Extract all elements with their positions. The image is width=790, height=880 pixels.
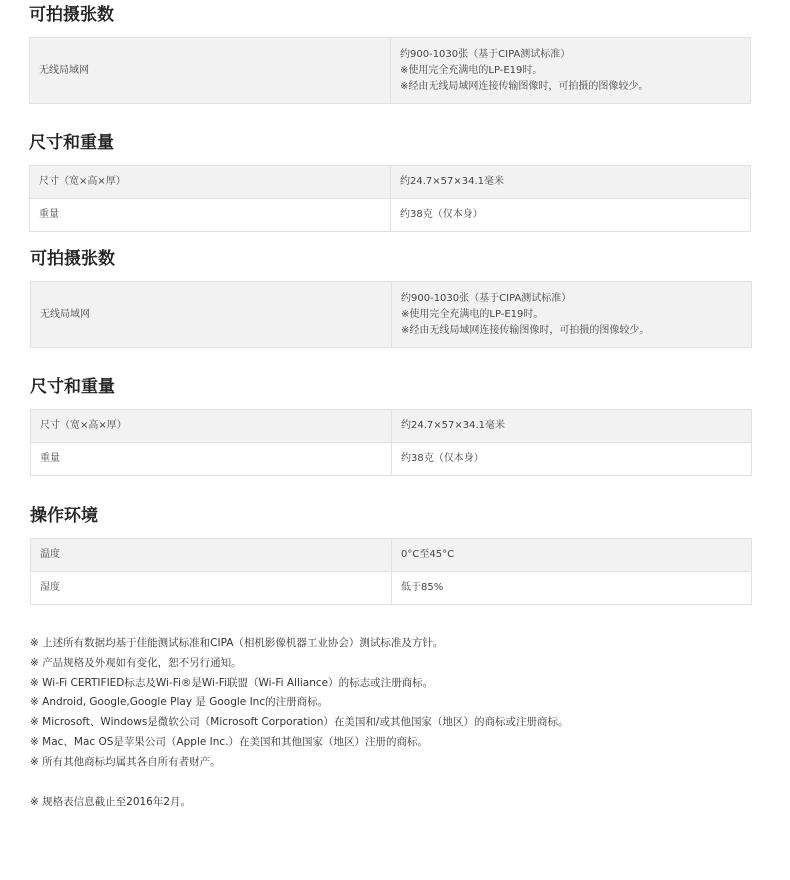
spec-table-shots <box>29 37 751 104</box>
table-row <box>30 38 751 104</box>
table-row <box>31 572 752 605</box>
note-line: ※ Wi-Fi CERTIFIED标志及Wi-Fi®是Wi-Fi联盟（Wi-Fi Alliance）的标志或注册商标。 <box>30 676 434 689</box>
spec-value-line: ※使用完全充满电的LP-E19时。 <box>401 308 544 320</box>
note-line: ※ 上述所有数据均基于佳能测试标准和CIPA（相机影像机器工业协会）测试标准及方针。 <box>30 637 444 649</box>
table-row <box>31 539 752 572</box>
table-row <box>30 166 751 199</box>
spec-table-size-weight <box>29 165 751 232</box>
spec-table-shots-2 <box>30 281 752 348</box>
table-row <box>31 282 752 348</box>
note-line: ※ 产品规格及外观如有变化，恕不另行通知。 <box>30 656 242 669</box>
spec-value: 约24.7×57×34.1毫米 <box>392 410 752 443</box>
footnote-date: ※ 规格表信息截止至2016年2月。 <box>30 795 192 808</box>
spec-value-line: ※经由无线局域网连接传输图像时，可拍摄的图像较少。 <box>401 324 650 336</box>
spec-value-line: ※使用完全充满电的LP-E19时。 <box>400 64 543 76</box>
section-title-environment: 操作环境 <box>30 506 98 526</box>
section-title-shots-2: 可拍摄张数 <box>30 249 115 269</box>
table-row <box>31 410 752 443</box>
note-line: ※ 所有其他商标均属其各自所有者财产。 <box>30 755 221 768</box>
spec-label: 重量 <box>31 443 392 476</box>
spec-value-line: 约900-1030张（基于CIPA测试标准） <box>400 48 571 60</box>
spec-value <box>392 282 752 348</box>
spec-table-size-weight-2 <box>30 409 752 476</box>
section-title-size-weight: 尺寸和重量 <box>29 133 114 153</box>
spec-label: 温度 <box>31 539 392 572</box>
spec-label: 无线局域网 <box>31 282 392 348</box>
spec-value: 约38克（仅本身） <box>391 199 751 232</box>
spec-value <box>391 38 751 104</box>
spec-value: 约38克（仅本身） <box>392 443 752 476</box>
table-row <box>30 199 751 232</box>
section-title-shots: 可拍摄张数 <box>29 5 114 25</box>
spec-label: 无线局域网 <box>30 38 391 104</box>
spec-value: 0°C至45°C <box>392 539 752 572</box>
spec-value: 低于85% <box>392 572 752 605</box>
section-title-size-weight-2: 尺寸和重量 <box>30 377 115 397</box>
table-row <box>31 443 752 476</box>
spec-label: 尺寸（宽×高×厚） <box>31 410 392 443</box>
spec-label: 尺寸（宽×高×厚） <box>30 166 391 199</box>
spec-value-line: ※经由无线局域网连接传输图像时，可拍摄的图像较少。 <box>400 80 649 92</box>
note-line: ※ Microsoft、Windows是微软公司（Microsoft Corporation）在美国和/或其他国家（地区）的商标或注册商标。 <box>30 716 569 729</box>
spec-value-line: 约900-1030张（基于CIPA测试标准） <box>401 292 572 304</box>
spec-label: 湿度 <box>31 572 392 605</box>
spec-label: 重量 <box>30 199 391 232</box>
spec-value: 约24.7×57×34.1毫米 <box>391 166 751 199</box>
notes-block <box>30 634 770 812</box>
note-line: ※ Mac、Mac OS是苹果公司（Apple Inc.）在美国和其他国家（地区）注册的商标。 <box>30 735 429 748</box>
note-line: ※ Android, Google,Google Play 是 Google Inc的注册商标。 <box>30 696 329 709</box>
spec-table-environment <box>30 538 752 605</box>
